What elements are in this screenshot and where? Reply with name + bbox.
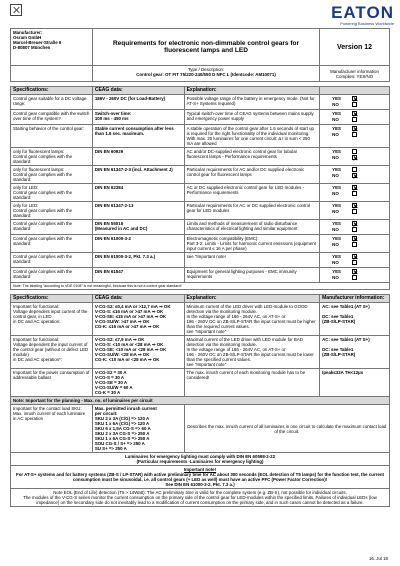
row-data: 186V - 260V DC (for Load-Battery): [92, 95, 184, 110]
checkbox-yes[interactable]: [352, 167, 357, 172]
compliance-no: [322, 173, 387, 179]
compliance-no-label: NO: [332, 209, 339, 214]
manufacturer-info: Manufacturer information Complies: YES/NO: [320, 66, 390, 82]
table-row: [11, 268, 390, 283]
manufacturer-line: Marcel-Breuer-Straße 6: [13, 40, 62, 45]
checkbox-yes[interactable]: [352, 111, 357, 116]
compliance-no: [322, 227, 387, 233]
compliance-cell: [320, 220, 390, 235]
row-data: V-CG-S2: ≤0,4 mA or >12,7 mA ⇒ OK V-CG-S: ≤16 mA or >47 mA ⇒ OK V-CG-SE: ≤15 mA or >47 mA ⇒ OK V-CG-SU/W: >47 mA ⇒ OK CG-K: ≤16 mA or >47 mA ⇒ OK: [92, 303, 184, 336]
compliance-no: [322, 155, 387, 161]
row-expl: Electromagnetic compatibility (EMC): Part 3-2: Limits - Limits for harmonic current emissions (equipment input current ≤ 16 A per phase): [184, 235, 320, 253]
row-mfr: AC: see Table1 (AT S+) DC: see Table1 (ZB-S/LP-STAR): [320, 303, 390, 336]
compliance-no: [322, 242, 387, 248]
checkbox-yes[interactable]: [352, 269, 357, 274]
checkbox-no[interactable]: [352, 102, 357, 107]
important-note: [11, 466, 390, 489]
manufacturer-line: Manufacturer:: [13, 30, 43, 35]
row-spec: Control gear complies with the standard:: [11, 268, 93, 283]
compliance-cell: [320, 95, 390, 110]
table-row: [11, 110, 390, 125]
row-spec: Important for the power consumption of addressable ballast: [11, 369, 93, 397]
row-data: DIN EN 61347-2-3 (incl. Attachment J): [92, 166, 184, 184]
compliance-yes-label: YES: [332, 185, 341, 190]
checkbox-no[interactable]: [352, 191, 357, 196]
compliance-no: [322, 191, 387, 197]
top-bar: [10, 4, 396, 26]
row-spec: Control gear complies with the standard:: [11, 220, 93, 235]
table-row: [11, 220, 390, 235]
checkbox-yes[interactable]: [352, 236, 357, 241]
row-spec: Control gear complies with the standard:: [11, 235, 93, 253]
document-title: Requirements for electronic non-dimmable control gears for fluorescent lamps and LED: [93, 29, 320, 66]
checkbox-no[interactable]: [352, 275, 357, 280]
compliance-no-label: NO: [332, 227, 339, 232]
checkbox-no[interactable]: [352, 227, 357, 232]
row-spec: only for LED: Control gear complies with the standard:: [11, 202, 93, 220]
col-expl: Explanation:: [184, 87, 320, 95]
eol-note: Note EOL (End of Life) detection (T5 > 14Watt): The AC preliminary time is valid for the complete system (e.g. ZB-S), not possible for individual circuits. The modules of the V-CG-S series monitor the current consumption on the primary side of the control gear for LED-modules within the specified limits. Failures of individual LEDs (low impedance) on the secondary side do not inevitably lead to a modification of current consumption on the primary side, and in such cases cannot be detected as a failure.: [11, 489, 390, 507]
row-spec: only for LED: Control gear complies with the standard:: [11, 184, 93, 202]
compliance-cell: [320, 202, 390, 220]
planning-note: Note: Important for the planning - Max. no. of luminaires per circuit: [11, 397, 390, 405]
row-data: DIN EN 62384: [92, 184, 184, 202]
current-table: [10, 294, 390, 507]
row-spec: Important for functional: Voltage dependent input current of the control gear, in LED in DC and AC operation:: [11, 303, 93, 336]
checkbox-no[interactable]: [352, 242, 357, 247]
compliance-cell: [320, 148, 390, 166]
compliance-cell: [320, 125, 390, 148]
compliance-no: [322, 260, 387, 266]
spacer-cell: [11, 66, 93, 82]
col-data-2: CEAG data:: [92, 295, 184, 303]
compliance-no: [322, 275, 387, 281]
table-row: [11, 235, 390, 253]
important-title: Important note!: [183, 467, 217, 472]
row-data: Stable current consumption after less than 1.6 sec. maximum.: [92, 125, 184, 148]
brand-tagline: Powering Business Worldwide: [340, 21, 394, 26]
type-label: Type / Description:: [187, 67, 225, 72]
compliance-no-label: NO: [332, 242, 339, 247]
row-spec: Control gear complies with the standard:: [11, 253, 93, 268]
table-row: [11, 253, 390, 268]
row-data: DIN EN 61547: [92, 268, 184, 283]
type-cell: [93, 66, 320, 82]
checkbox-no[interactable]: [352, 132, 357, 137]
compliance-no: [322, 102, 387, 108]
row-mfr: AC: see Table1 (AT S+) DC: see Table1 (ZB-S/LP-STAR): [320, 336, 390, 369]
manufacturer-cell: [11, 29, 93, 66]
compliance-no-label: NO: [332, 155, 339, 160]
checkbox-yes[interactable]: [352, 203, 357, 208]
checkbox-yes[interactable]: [352, 126, 357, 131]
checkbox-no[interactable]: [352, 209, 357, 214]
checkbox-yes[interactable]: [352, 149, 357, 154]
col-spec-2: Specifications:: [11, 295, 93, 303]
row-expl: A stable operation of the control gear after 1.6 seconds of start up is required for the right functionality of the individual monitoring. With max. 20 luminaires for one current circuit: Δ I in sum < 250 mA are allowed: [184, 125, 320, 148]
row-spec: Control gear compatible with the switch over time of the system?: [11, 110, 93, 125]
table-row: [11, 184, 390, 202]
compliance-yes-label: YES: [332, 269, 341, 274]
checkbox-no[interactable]: [352, 117, 357, 122]
col-data: CEAG data:: [92, 87, 184, 95]
compliance-no-label: NO: [332, 275, 339, 280]
row-expl: AC and/or DC-supplied electronic control gear for tubular fluorescent lamps - Performance requirements: [184, 148, 320, 166]
row-expl: The max. inrush current of each monitoring module has to be considered!: [184, 369, 320, 397]
row-spec: only for fluorescent lamps: Control gear complies with the standard:: [11, 166, 93, 184]
checkbox-yes[interactable]: [352, 185, 357, 190]
compliance-no: [322, 132, 387, 138]
compliance-cell: [320, 110, 390, 125]
row-mfr: Ipeak≤32A TH<12µs: [320, 369, 390, 397]
row-data: V-CG-S2: ≤7,9 mA ⇒ OK V-CG-S: <10 mA or <28 mA ⇒ OK V-CG-SE: <10 mA or <28 mA ⇒ OK V-CG-SU/W: <28 mA ⇒ OK CG-K: <10 mA or <28 mA ⇒ OK: [92, 336, 184, 369]
row-expl: Possible voltage range of the battery in emergency mode. (Not for AT-S+ Systems required): [184, 95, 320, 110]
row-spec: only for fluorescent lamps: Control gear complies with the standard:: [11, 148, 93, 166]
inrush-expl: Describes the max. inrush current of all luminaires in one circuit to calculate the maximum contact load of the circuit.: [184, 405, 389, 453]
manufacturer-lines: [13, 30, 90, 50]
table-row: [11, 336, 390, 369]
compliance-cell: [320, 268, 390, 283]
row-spec: Control gear suitable for a DC voltage range:: [11, 95, 93, 110]
labeling-note: Note: The labeling "according to VDE 0108" is not meaningful, because this is not a control gear standard!: [11, 283, 390, 290]
compliance-cell: [320, 253, 390, 268]
compliance-no-label: NO: [332, 117, 339, 122]
manufacturer-line: Osram GmbH: [13, 35, 42, 40]
compliance-cell: [320, 166, 390, 184]
row-expl: Particular requirements for AC and/or DC supplied electronic control gear for fluorescent lamps: [184, 166, 320, 184]
checkbox-no[interactable]: [352, 155, 357, 160]
table-row: [11, 95, 390, 110]
compliance-no-label: NO: [332, 102, 339, 107]
checkbox-yes[interactable]: [352, 254, 357, 259]
row-data: DIN EN 61347-2-13: [92, 202, 184, 220]
row-expl: see "Important note!: [184, 253, 320, 268]
row-data: DIN EN 60929: [92, 148, 184, 166]
row-spec: Important for functional: Voltage dependent the input current of the control gear (without or defect LED module) in DC and AC operation*:: [11, 336, 93, 369]
brand-name: EATON: [331, 3, 394, 22]
compliance-yes-label: YES: [332, 236, 341, 241]
manufacturer-line: D-80807 München: [13, 45, 51, 50]
compliance-no-label: NO: [332, 260, 339, 265]
row-data: DIN EN 61000-3-2, Pkt. 7.3 a.): [92, 253, 184, 268]
row-expl: Typical switch-over time of CEAG systems between mains supply and emergency power supply: [184, 110, 320, 125]
table-row: [11, 303, 390, 336]
checkbox-yes[interactable]: [352, 221, 357, 226]
compliance-no: [322, 117, 387, 123]
inrush-data: Max. permitted inrush current per circuit: SKU 2 x 3A (C/G) => 120 A SKU 1 x 6A (C/G) => 120 A SKU 6 x 1,5A CG-S => 60 A SKU 2 x 3A CG-S => 250 A SKU 1 x 6A CG-S => 250 A SOU CG-S / S+ => 250 A SU S+ => 250 A: [92, 405, 184, 453]
row-data: Switch-over time: 100 ms - 450 ms: [92, 110, 184, 125]
requirements-table: [10, 86, 390, 290]
row-expl: Maximal current of the LED driver with LED module for BAD detection via the monitoring module. In the voltage range of 186 - 264V AC, on AT-S+ or 186 - 260V DC on ZB-S/LP-STAR the input current must be lower than the specified current values. see "Important note": [184, 336, 320, 369]
table-row: [11, 125, 390, 148]
date: 16. Jul 18: [368, 556, 388, 561]
table-row: [11, 148, 390, 166]
compliance-yes-label: YES: [332, 126, 341, 131]
logo: [331, 5, 394, 26]
col-mfr-2: Manufacturer information:: [320, 295, 390, 303]
row-expl: Particular requirements for AC or DC supplied electronic control gear for LED modules: [184, 202, 320, 220]
header-table: [10, 28, 390, 82]
compliance-yes-label: YES: [332, 96, 341, 101]
checkbox-no[interactable]: [352, 260, 357, 265]
compliance-yes-label: YES: [332, 149, 341, 154]
row-spec: Starting behavior of the control gear:: [11, 125, 93, 148]
compliance-yes-label: YES: [332, 221, 341, 226]
compliance-no-label: NO: [332, 191, 339, 196]
col-mfr: [320, 87, 390, 95]
compliance-cell: [320, 235, 390, 253]
checkbox-yes[interactable]: [352, 96, 357, 101]
row-expl: Equipment for general lighting purposes - EMC immunity requirements: [184, 268, 320, 283]
close-icon[interactable]: [10, 4, 22, 16]
row-expl: Limits and methods of measurement of radio disturbance characteristics of electrical lighting and similar equipment: [184, 220, 320, 235]
compliance-cell: [320, 184, 390, 202]
type-value: Control gear: OT FIT 75/220-240/550 D NFC L (Identcode: AM10071): [136, 72, 276, 77]
compliance-no-label: NO: [332, 132, 339, 137]
version: Version 12: [320, 29, 390, 66]
row-data: DIN EN 55015 (Measured in AC and DC): [92, 220, 184, 235]
compliance-yes-label: YES: [332, 203, 341, 208]
inrush-spec: Important for the contact load SKU: Max. inrush current of each luminaire in AC operation: [11, 405, 93, 453]
table-row: [11, 202, 390, 220]
standards-note: Luminaires for emergency lighting must comply with DIN EN 60598-2-22 (Particular requirements -Luminaires for emergency lighting): [11, 453, 390, 466]
col-expl-2: Explanation:: [184, 295, 320, 303]
row-expl: AC or DC supplied electronic control gear for LED modules - Performance requirements: [184, 184, 320, 202]
checkbox-no[interactable]: [352, 173, 357, 178]
table-row: [11, 166, 390, 184]
compliance-no: [322, 209, 387, 215]
compliance-no-label: NO: [332, 173, 339, 178]
important-body: For AT-S+ systems and for battery systems (ZB-S / LP-STAR) with active preliminary time for AC about 300 seconds (EOL detection of T5 lamps) for the function test, the current consumption must be sinusoidal, i.e. all control gears (+ LED as well) must have an active PFC (Power Factor Correction)! See DIN EN 61000-3-2, Pkt. 7.3 a.): [16, 472, 384, 487]
col-spec: Specifications:: [11, 87, 93, 95]
compliance-yes-label: YES: [332, 254, 341, 259]
table-row: [11, 369, 390, 397]
row-data: V-CG-S2 = 30 A V-CG-S = 30 A V-CG-SE = 30 A V-CG-SU/W = 60 A CG-K = 30 A: [92, 369, 184, 397]
compliance-yes-label: YES: [332, 167, 341, 172]
row-expl: Minimum current of the LED driver with LED-module to GOOD detection via the monitoring module. In the voltage range of 186 - 264V AC, on AT-S+ or 186 - 260V DC on ZB-S/LP-STAR the input current must be higher than the required current values. see "Important note": [184, 303, 320, 336]
compliance-yes-label: YES: [332, 111, 341, 116]
row-data: DIN EN 61000-3-2: [92, 235, 184, 253]
